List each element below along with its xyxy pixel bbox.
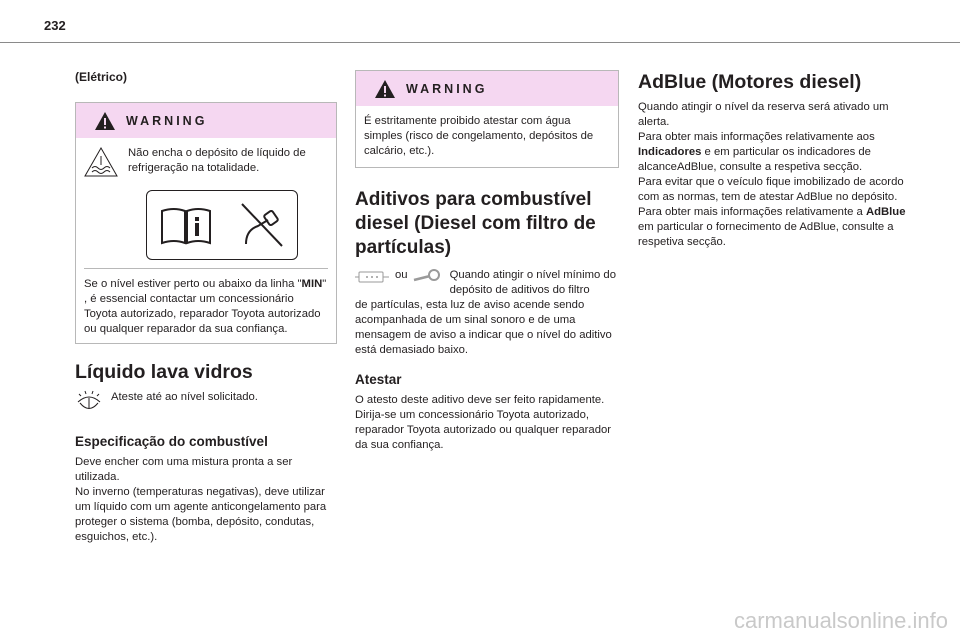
column-3 (638, 70, 906, 250)
adblue-p2: Para obter mais informações relativamente aos Indicadores e em particular os indicadores de alcanceAdBlue, consulte a respetiva secção. (638, 131, 875, 173)
coolant-icon (84, 146, 120, 180)
washer-text: Ateste até ao nível solicitado. (111, 391, 258, 403)
additives-intro: Quando atingir o nível mínimo do depósito de aditivos do filtro (449, 269, 616, 296)
washer-heading: Líquido lava vidros (75, 361, 253, 383)
additives-heading: Aditivos para combustível diesel (Diesel com filtro de partículas) (355, 189, 596, 258)
warning-title: WARNING (126, 113, 208, 128)
adblue-p4: Para obter mais informações relativamente a AdBlue em particular o fornecimento de AdBlue, consulte a respetiva secção. (638, 206, 906, 248)
wrench-icon (412, 268, 442, 286)
water-warning-text: É estritamente proibido atestar com água simples (risco de congelamento, depósitos de calcário, etc.). (364, 115, 594, 157)
no-hose-icon (236, 200, 286, 250)
min-level-text: Se o nível estiver perto ou abaixo da linha "MIN" , é essencial contactar um concessionário Toyota autorizado, reparador Toyota autorizado ou qualquer reparador da sua confiança. (84, 278, 327, 335)
atestar-p1: O atesto deste aditivo deve ser feito rapidamente. (355, 394, 605, 406)
footer-watermark: carmanualsonline.info (733, 608, 948, 633)
adblue-p3: Para evitar que o veículo fique imobilizado de acordo com as normas, tem de atestar AdBlue no depósito. (638, 176, 904, 203)
adblue-p1: Quando atingir o nível da reserva será ativado um alerta. (638, 101, 889, 128)
atestar-heading: Atestar (355, 372, 402, 387)
warning-triangle-icon (94, 111, 116, 131)
warning-header (76, 103, 336, 138)
coolant-warning-box (75, 102, 337, 344)
fuel-spec-p1: Deve encher com uma mistura pronta a ser utilizada. (75, 456, 293, 483)
warning-header-2 (356, 71, 618, 106)
fuel-spec-p2: No inverno (temperaturas negativas), deve utilizar um líquido com um agente anticongelamento para proteger o sistema (bomba, depósito, condutas, esguichos, etc.). (75, 486, 327, 543)
ou-label: ou (395, 269, 408, 281)
fuel-spec-heading: Especificação do combustível (75, 434, 268, 449)
page-number: 232 (44, 18, 66, 33)
warning-triangle-icon (374, 79, 396, 99)
column-2 (355, 70, 619, 453)
washer-fluid-icon (75, 390, 103, 416)
manual-book-icon (158, 203, 214, 247)
filter-warning-icon (355, 268, 391, 286)
adblue-heading: AdBlue (Motores diesel) (638, 71, 862, 93)
icon-frame (146, 190, 298, 260)
water-warning-box (355, 70, 619, 168)
coolant-warning-text: Não encha o depósito de líquido de refrigeração na totalidade. (128, 147, 306, 174)
eletrico-heading: (Elétrico) (75, 70, 128, 84)
warning-title-2: WARNING (406, 81, 488, 96)
column-1 (75, 70, 337, 545)
atestar-p2: Dirija-se um concessionário Toyota autorizado, reparador Toyota autorizado ou qualquer reparador da sua confiança. (355, 409, 612, 451)
additives-rest: de partículas, esta luz de aviso acende sendo acompanhada de um sinal sonoro e de uma mensagem de aviso a indicar que o nível do aditivo está demasiado baixo. (355, 299, 612, 356)
top-rule (0, 42, 960, 43)
